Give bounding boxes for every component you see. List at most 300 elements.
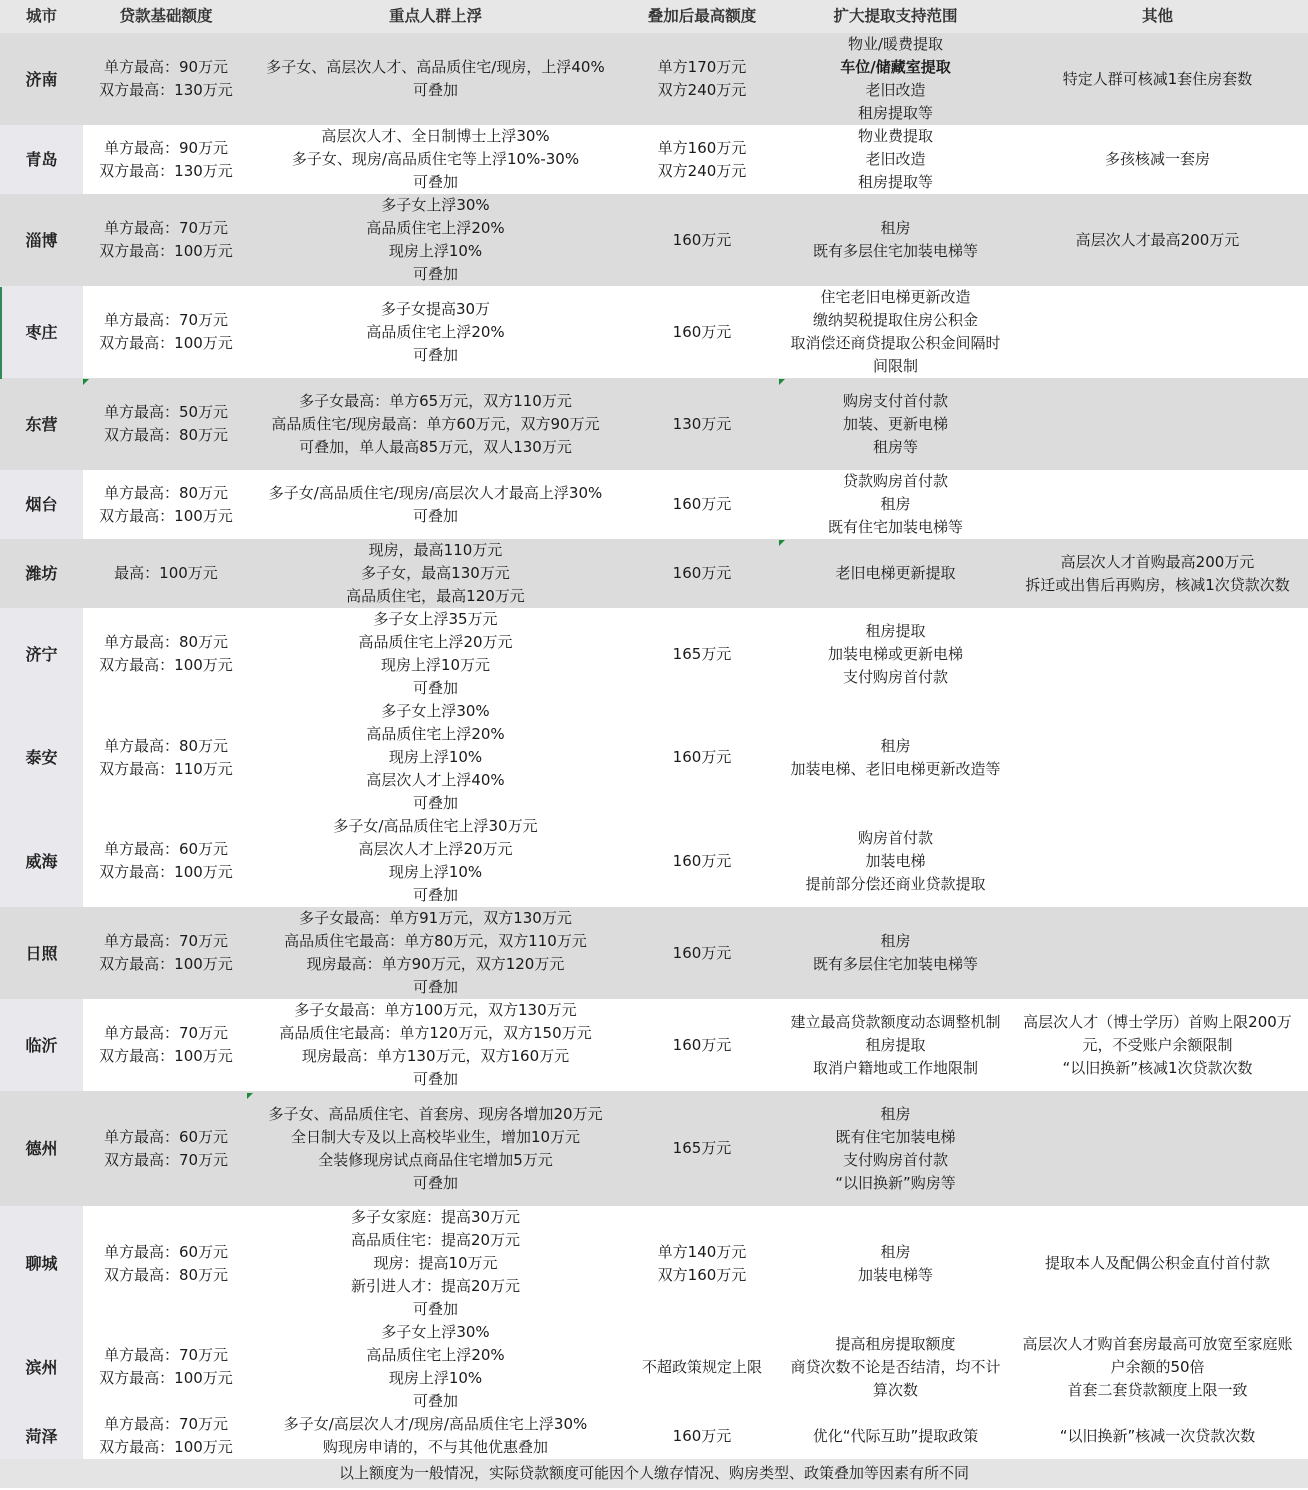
header-cell xyxy=(782,0,1009,33)
other-lines xyxy=(1060,1425,1256,1448)
max-lines xyxy=(673,1425,732,1448)
max-line: 165万元 xyxy=(672,1139,732,1157)
withdraw-line: 物业费提取 xyxy=(857,127,933,145)
other-cell xyxy=(1009,33,1306,125)
max-line: 双方240万元 xyxy=(657,81,747,99)
header-cell xyxy=(1009,0,1306,33)
city-name: 潍坊 xyxy=(25,564,58,583)
withdraw-line: 老旧电梯更新提取 xyxy=(835,564,956,582)
city-name: 泰安 xyxy=(25,748,58,767)
table-row xyxy=(0,1321,1308,1413)
other-lines xyxy=(1025,551,1290,597)
header-label: 扩大提取支持范围 xyxy=(833,7,958,25)
city-cell xyxy=(0,194,83,286)
withdraw-cell xyxy=(782,1321,1009,1413)
withdraw-line: 老旧改造 xyxy=(865,81,926,99)
table-row xyxy=(0,1413,1308,1459)
comment-marker-icon xyxy=(779,379,785,385)
header-label: 叠加后最高额度 xyxy=(647,7,757,25)
max-lines xyxy=(673,321,732,344)
max-cell xyxy=(622,608,782,700)
max-cell xyxy=(622,125,782,194)
boost-line: 高层次人才、全日制博士上浮30% xyxy=(321,127,550,145)
other-lines xyxy=(1063,68,1253,91)
withdraw-line: 既有住宅加装电梯等 xyxy=(827,518,963,536)
base-cell xyxy=(83,907,249,999)
other-lines xyxy=(1023,1011,1292,1080)
max-line: 160万元 xyxy=(672,322,732,341)
max-cell xyxy=(622,286,782,378)
base-line: 单方最高：70万元 xyxy=(103,1415,229,1433)
boost-line: 可叠加 xyxy=(412,173,458,191)
other-line: 高层次人才（博士学历）首购上限200万 xyxy=(1023,1012,1292,1031)
base-cell xyxy=(83,33,249,125)
city-cell xyxy=(0,815,83,907)
withdraw-lines xyxy=(790,1011,1000,1080)
base-lines xyxy=(99,217,233,263)
boost-line: 现房最高：单方90万元，双方120万元 xyxy=(306,955,565,973)
boost-cell xyxy=(249,286,622,378)
withdraw-line: 加装电梯、老旧电梯更新改造等 xyxy=(790,759,1001,778)
header-cell xyxy=(83,0,249,33)
boost-line: 现房上浮10% xyxy=(388,748,483,766)
boost-line: 多子女、高品质住宅、首套房、现房各增加20万元 xyxy=(268,1104,603,1123)
withdraw-line: 加装电梯等 xyxy=(857,1265,933,1284)
max-cell xyxy=(622,33,782,125)
other-line: 提取本人及配偶公积金直付首付款 xyxy=(1044,1254,1270,1272)
withdraw-line: 建立最高贷款额度动态调整机制 xyxy=(790,1012,1001,1031)
base-lines xyxy=(104,1241,228,1287)
boost-cell xyxy=(249,608,622,700)
max-line: 不超政策规定上限 xyxy=(641,1357,762,1376)
boost-line: 高品质住宅，最高120万元 xyxy=(346,587,525,605)
boost-lines xyxy=(279,999,591,1091)
max-lines xyxy=(673,643,732,666)
max-lines xyxy=(673,562,732,585)
max-lines xyxy=(673,850,732,873)
base-cell xyxy=(83,700,249,815)
city-name: 烟台 xyxy=(25,495,58,514)
table-row xyxy=(0,378,1308,470)
max-line: 160万元 xyxy=(672,943,732,962)
base-line: 双方最高：100万元 xyxy=(99,955,233,973)
table-row xyxy=(0,815,1308,907)
boost-line: 高品质住宅/现房最高：单方60万元，双方90万元 xyxy=(271,414,600,433)
boost-line: 高品质住宅上浮20% xyxy=(366,1346,505,1364)
boost-lines xyxy=(271,390,599,459)
base-lines xyxy=(99,631,233,677)
withdraw-line: “以旧换新”购房等 xyxy=(835,1173,956,1192)
withdraw-line: 租房 xyxy=(880,932,911,950)
city-cell xyxy=(0,539,83,608)
max-lines xyxy=(673,229,732,252)
city-cell xyxy=(0,700,83,815)
city-name: 聊城 xyxy=(25,1254,58,1273)
table-row xyxy=(0,33,1308,125)
other-cell xyxy=(1009,999,1306,1091)
max-cell xyxy=(622,907,782,999)
boost-line: 全日制大专及以上高校毕业生，增加10万元 xyxy=(290,1127,581,1146)
max-line: 160万元 xyxy=(672,851,732,870)
comment-marker-icon xyxy=(247,1093,253,1099)
base-line: 单方最高：90万元 xyxy=(103,138,229,157)
withdraw-cell xyxy=(782,378,1009,470)
max-line: 双方240万元 xyxy=(657,161,747,180)
base-line: 双方最高：100万元 xyxy=(99,506,233,525)
boost-cell xyxy=(249,700,622,815)
boost-cell xyxy=(249,815,622,907)
boost-line: 现房：提高10万元 xyxy=(373,1254,498,1272)
city-cell xyxy=(0,125,83,194)
boost-line: 可叠加 xyxy=(412,506,458,525)
boost-cell xyxy=(249,539,622,608)
boost-lines xyxy=(366,1321,504,1413)
boost-lines xyxy=(366,700,504,815)
base-cell xyxy=(83,1206,249,1321)
boost-line: 可叠加 xyxy=(412,345,458,364)
base-cell xyxy=(83,539,249,608)
city-cell xyxy=(0,1091,83,1206)
withdraw-cell xyxy=(782,1413,1009,1459)
base-line: 双方最高：100万元 xyxy=(99,334,233,352)
table-row xyxy=(0,286,1308,378)
max-line: 单方140万元 xyxy=(657,1242,747,1261)
boost-line: 现房上浮10% xyxy=(388,863,483,881)
boost-lines xyxy=(268,1103,602,1195)
other-line: “以旧换新”核减一次贷款次数 xyxy=(1059,1426,1256,1445)
max-lines xyxy=(673,746,732,769)
boost-line: 多子女/高层次人才/现房/高品质住宅上浮30% xyxy=(283,1415,588,1433)
base-line: 双方最高：100万元 xyxy=(99,656,233,674)
boost-line: 多子女/高品质住宅上浮30万元 xyxy=(333,817,538,835)
max-lines xyxy=(658,137,747,183)
withdraw-line: 提前部分偿还商业贷款提取 xyxy=(805,874,986,893)
table-row xyxy=(0,907,1308,999)
max-line: 165万元 xyxy=(672,644,732,663)
max-line: 160万元 xyxy=(672,495,732,513)
base-lines xyxy=(99,309,233,355)
base-lines xyxy=(99,838,233,884)
withdraw-line: 既有多层住宅加装电梯等 xyxy=(812,242,978,260)
other-lines xyxy=(1022,1333,1292,1402)
withdraw-cell xyxy=(782,194,1009,286)
withdraw-line: 购房首付款 xyxy=(857,828,933,847)
base-lines xyxy=(99,56,233,102)
city-name: 济宁 xyxy=(25,644,58,664)
city-name: 滨州 xyxy=(25,1357,58,1377)
base-lines xyxy=(114,562,218,585)
boost-lines xyxy=(366,298,504,367)
footer-note: 以上额度为一般情况，实际贷款额度可能因个人缴存情况、购房类型、政策叠加等因素有所不同 xyxy=(338,1464,969,1482)
other-cell xyxy=(1009,194,1306,286)
withdraw-cell xyxy=(782,608,1009,700)
max-lines xyxy=(673,493,732,516)
max-cell xyxy=(622,539,782,608)
max-line: 160万元 xyxy=(672,230,732,249)
table-row xyxy=(0,700,1308,815)
withdraw-lines xyxy=(813,930,978,976)
table-row xyxy=(0,470,1308,539)
withdraw-cell xyxy=(782,286,1009,378)
other-line: 多孩核减一套房 xyxy=(1104,150,1210,168)
city-name: 淄博 xyxy=(25,230,58,250)
withdraw-line: 提高租房提取额度 xyxy=(835,1334,956,1353)
withdraw-line: 支付购房首付款 xyxy=(842,1150,948,1169)
base-line: 单方最高：50万元 xyxy=(103,403,229,421)
base-line: 双方最高：100万元 xyxy=(99,242,233,260)
max-cell xyxy=(622,378,782,470)
boost-line: 现房上浮10% xyxy=(388,242,483,260)
max-cell xyxy=(622,470,782,539)
boost-line: 多子女上浮30% xyxy=(381,1323,490,1341)
base-cell xyxy=(83,608,249,700)
withdraw-line: 租房 xyxy=(880,219,911,237)
withdraw-line: 租房 xyxy=(880,1242,911,1261)
withdraw-lines xyxy=(840,33,950,125)
city-cell xyxy=(0,470,83,539)
other-lines xyxy=(1045,1252,1270,1275)
other-cell xyxy=(1009,470,1306,539)
boost-line: 高层次人才上浮40% xyxy=(366,771,505,789)
max-cell xyxy=(622,815,782,907)
withdraw-line: 租房 xyxy=(880,495,911,513)
max-cell xyxy=(622,194,782,286)
boost-line: 高品质住宅上浮20万元 xyxy=(358,633,513,651)
withdraw-lines xyxy=(843,390,948,459)
city-name: 德州 xyxy=(25,1139,58,1158)
base-lines xyxy=(99,1413,233,1459)
withdraw-line: 算次数 xyxy=(872,1380,918,1399)
base-cell xyxy=(83,286,249,378)
boost-cell xyxy=(249,999,622,1091)
base-line: 最高：100万元 xyxy=(114,564,218,582)
base-cell xyxy=(83,1321,249,1413)
withdraw-line: 租房 xyxy=(880,1104,911,1123)
boost-cell xyxy=(249,1321,622,1413)
selection-marker xyxy=(0,287,2,379)
city-name: 枣庄 xyxy=(25,322,58,342)
other-line: 高层次人才最高200万元 xyxy=(1075,230,1240,249)
base-line: 双方最高：100万元 xyxy=(99,1369,233,1387)
boost-line: 可叠加 xyxy=(412,265,458,283)
withdraw-lines xyxy=(813,1425,979,1448)
withdraw-lines xyxy=(828,620,963,689)
boost-lines xyxy=(346,539,525,608)
boost-line: 可叠加 xyxy=(412,1300,458,1318)
base-cell xyxy=(83,125,249,194)
footer-note-cell xyxy=(0,1459,1308,1488)
withdraw-line: 加装、更新电梯 xyxy=(842,414,948,433)
base-lines xyxy=(99,1344,233,1390)
other-line: 元，不受账户余额限制 xyxy=(1082,1035,1233,1054)
boost-line: 可叠加 xyxy=(412,886,458,904)
withdraw-line: 车位/储藏室提取 xyxy=(840,58,951,76)
base-cell xyxy=(83,815,249,907)
withdraw-line: 加装电梯或更新电梯 xyxy=(827,644,963,663)
max-line: 双方160万元 xyxy=(657,1265,747,1284)
boost-lines xyxy=(284,907,587,999)
base-line: 双方最高：80万元 xyxy=(103,1265,229,1284)
city-cell xyxy=(0,378,83,470)
max-cell xyxy=(622,1206,782,1321)
withdraw-lines xyxy=(790,735,1000,781)
withdraw-cell xyxy=(782,1091,1009,1206)
withdraw-line: 支付购房首付款 xyxy=(842,667,948,686)
header-label: 其他 xyxy=(1141,7,1173,25)
city-name: 菏泽 xyxy=(25,1426,58,1446)
base-cell xyxy=(83,470,249,539)
boost-line: 多子女家庭：提高30万元 xyxy=(350,1208,521,1226)
withdraw-line: 优化“代际互助”提取政策 xyxy=(812,1426,979,1445)
boost-line: 可叠加 xyxy=(412,794,458,812)
withdraw-line: 住宅老旧电梯更新改造 xyxy=(820,288,971,306)
max-line: 160万元 xyxy=(672,564,732,582)
base-line: 双方最高：100万元 xyxy=(99,1047,233,1065)
city-name: 日照 xyxy=(25,943,58,963)
withdraw-line: 间限制 xyxy=(872,357,918,375)
base-cell xyxy=(83,1091,249,1206)
boost-line: 多子女最高：单方65万元，双方110万元 xyxy=(299,391,572,410)
city-cell xyxy=(0,286,83,378)
boost-line: 可叠加 xyxy=(412,1173,458,1192)
header-label: 贷款基础额度 xyxy=(119,7,213,25)
boost-line: 多子女上浮35万元 xyxy=(373,610,498,628)
other-line: “以旧换新”核减1次贷款次数 xyxy=(1062,1058,1253,1077)
boost-cell xyxy=(249,1413,622,1459)
withdraw-line: 商贷次数不论是否结清，均不计 xyxy=(790,1357,1001,1376)
withdraw-line: 贷款购房首付款 xyxy=(842,472,948,490)
city-cell xyxy=(0,1321,83,1413)
withdraw-cell xyxy=(782,1206,1009,1321)
city-cell xyxy=(0,907,83,999)
city-name: 青岛 xyxy=(25,150,58,169)
other-lines xyxy=(1105,148,1210,171)
boost-line: 多子女上浮30% xyxy=(381,702,490,720)
withdraw-line: 老旧改造 xyxy=(865,150,926,168)
boost-line: 多子女最高：单方91万元，双方130万元 xyxy=(299,909,572,927)
other-lines xyxy=(1076,229,1240,252)
other-cell xyxy=(1009,286,1306,378)
withdraw-cell xyxy=(782,539,1009,608)
withdraw-cell xyxy=(782,470,1009,539)
max-lines xyxy=(673,942,732,965)
boost-line: 可叠加 xyxy=(412,81,458,99)
boost-lines xyxy=(366,194,504,286)
withdraw-cell xyxy=(782,907,1009,999)
city-name: 济南 xyxy=(25,69,58,89)
boost-line: 现房最高：单方130万元，双方160万元 xyxy=(301,1047,570,1065)
max-lines xyxy=(673,1137,732,1160)
max-cell xyxy=(622,1091,782,1206)
comment-marker-icon xyxy=(779,540,785,546)
city-name: 临沂 xyxy=(25,1035,58,1055)
base-line: 单方最高：80万元 xyxy=(103,633,229,651)
table-row xyxy=(0,125,1308,194)
base-line: 单方最高：70万元 xyxy=(103,219,229,237)
base-line: 双方最高：110万元 xyxy=(99,759,233,778)
boost-line: 现房上浮10% xyxy=(388,1369,483,1387)
boost-line: 可叠加 xyxy=(412,978,458,996)
base-line: 单方最高：80万元 xyxy=(103,483,229,502)
base-cell xyxy=(83,1413,249,1459)
boost-lines xyxy=(358,608,512,700)
base-lines xyxy=(99,735,233,781)
max-lines xyxy=(642,1356,762,1379)
city-cell xyxy=(0,999,83,1091)
base-line: 双方最高：130万元 xyxy=(99,161,233,180)
base-line: 单方最高：90万元 xyxy=(103,58,229,76)
boost-line: 多子女上浮30% xyxy=(381,196,490,214)
other-line: 特定人群可核减1套住房套数 xyxy=(1062,69,1253,88)
boost-line: 高品质住宅上浮20% xyxy=(366,322,505,341)
boost-lines xyxy=(269,482,603,528)
city-cell xyxy=(0,1206,83,1321)
boost-line: 高品质住宅上浮20% xyxy=(366,725,505,743)
withdraw-lines xyxy=(835,562,955,585)
other-line: 首套二套贷款额度上限一致 xyxy=(1067,1380,1248,1399)
table-row xyxy=(0,608,1308,700)
max-line: 160万元 xyxy=(672,1426,732,1445)
other-cell xyxy=(1009,539,1306,608)
city-cell xyxy=(0,33,83,125)
boost-line: 可叠加 xyxy=(412,679,458,697)
base-line: 单方最高：70万元 xyxy=(103,932,229,950)
withdraw-lines xyxy=(858,125,933,194)
table-row xyxy=(0,1206,1308,1321)
withdraw-line: 租房等 xyxy=(872,437,918,456)
boost-cell xyxy=(249,378,622,470)
withdraw-line: 租房 xyxy=(880,736,911,755)
withdraw-line: 缴纳契税提取住房公积金 xyxy=(812,311,978,329)
base-line: 单方最高：70万元 xyxy=(103,1346,229,1364)
boost-line: 可叠加 xyxy=(412,1392,458,1410)
withdraw-lines xyxy=(790,1333,1000,1402)
boost-line: 现房上浮10万元 xyxy=(380,656,491,674)
base-line: 双方最高：70万元 xyxy=(103,1150,229,1169)
max-lines xyxy=(673,413,732,436)
comment-marker-icon xyxy=(83,379,89,385)
withdraw-line: 租房提取 xyxy=(865,1035,926,1054)
other-cell xyxy=(1009,1206,1306,1321)
boost-line: 多子女、高层次人才、高品质住宅/现房，上浮40% xyxy=(266,58,605,76)
boost-lines xyxy=(284,1413,588,1459)
max-line: 130万元 xyxy=(672,414,732,433)
other-line: 高层次人才购首套房最高可放宽至家庭账 xyxy=(1022,1334,1293,1353)
boost-line: 多子女、现房/高品质住宅等上浮10%-30% xyxy=(291,150,580,168)
base-line: 单方最高：70万元 xyxy=(103,311,229,329)
base-line: 单方最高：70万元 xyxy=(103,1024,229,1042)
header-row xyxy=(0,0,1308,33)
max-cell xyxy=(622,1321,782,1413)
base-lines xyxy=(104,401,228,447)
boost-line: 现房，最高110万元 xyxy=(368,541,503,559)
withdraw-cell xyxy=(782,815,1009,907)
boost-cell xyxy=(249,1206,622,1321)
withdraw-line: 租房提取等 xyxy=(857,104,933,122)
withdraw-cell xyxy=(782,125,1009,194)
other-line: 拆迁或出售后再购房，核减1次贷款次数 xyxy=(1025,575,1290,594)
base-line: 单方最高：80万元 xyxy=(103,736,229,755)
boost-line: 多子女提高30万 xyxy=(380,299,491,318)
base-line: 双方最高：130万元 xyxy=(99,81,233,99)
header-cell xyxy=(0,0,83,33)
base-lines xyxy=(99,137,233,183)
other-line: 户余额的50倍 xyxy=(1110,1357,1205,1376)
withdraw-lines xyxy=(813,217,978,263)
boost-line: 多子女最高：单方100万元，双方130万元 xyxy=(294,1001,577,1019)
max-line: 160万元 xyxy=(672,1035,732,1054)
base-cell xyxy=(83,999,249,1091)
